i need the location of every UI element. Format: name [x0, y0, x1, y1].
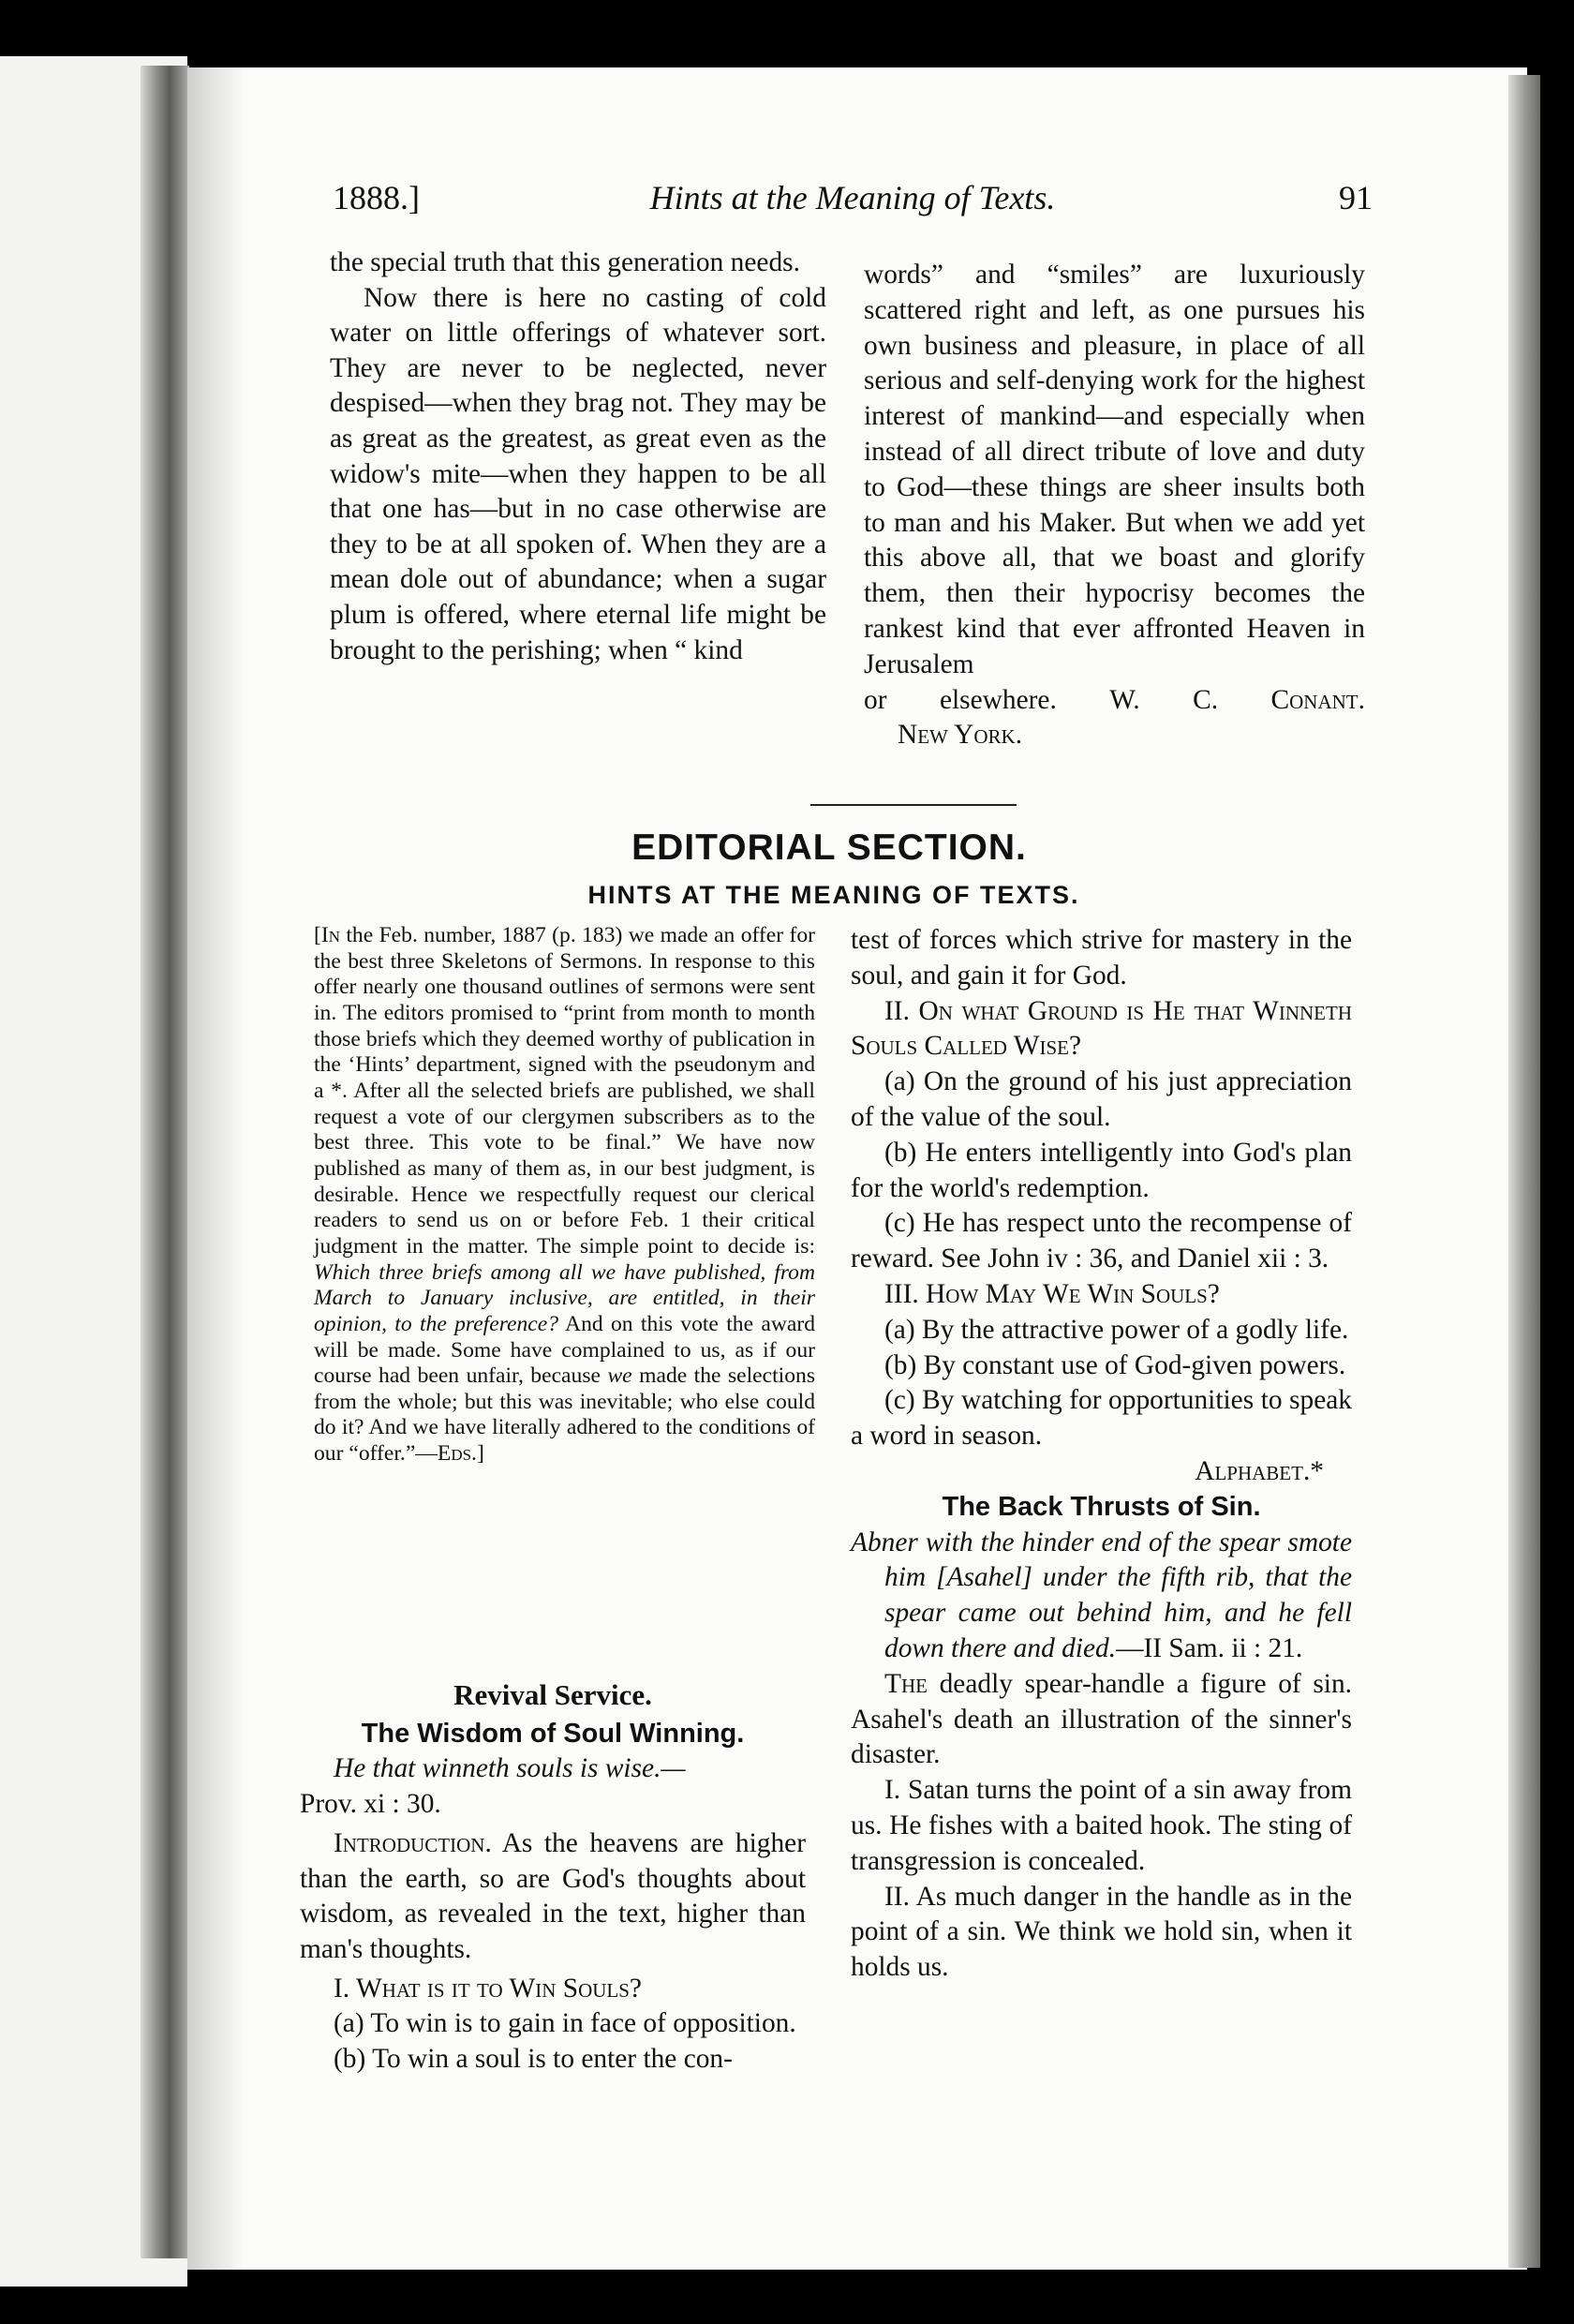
author-signature: W. C. Conant.	[1109, 684, 1365, 715]
header-year: 1888.]	[333, 179, 420, 216]
signature-line	[864, 683, 1365, 719]
sermon-signature: Alphabet.*	[1195, 1455, 1324, 1486]
outline-point: II. As much danger in the handle as in the point of a sin. We think we hold sin, when it holds us.	[851, 1881, 1352, 1983]
paragraph: words” and “smiles” are luxuriously scattered right and left, as one pursues his own business and pleasure, in place of all serious and self-denying work for the highest interest of mankind—and especially when instead of all direct tribute of love and duty to God—these things are sheer insults both to man and his Maker. But when we add yet this above all, that we boast and glorify them, then their hypocrisy becomes the rankest kind that ever affronted Heaven in Jerusalem	[864, 260, 1365, 679]
running-header	[333, 178, 1373, 231]
intro-label: Introduction.	[334, 1827, 492, 1858]
section-heading: EDITORIAL SECTION.	[631, 827, 1027, 868]
outline-heading: I. What is it to Win Souls?	[334, 1973, 642, 2004]
outline-point: (a) By the attractive power of a godly life.	[884, 1314, 1349, 1345]
editorial-notice	[314, 923, 815, 1467]
outline-point: (a) To win is to gain in face of opposition.	[334, 2008, 796, 2039]
notice-question: Which three briefs among all we have published, from March to January inclusive, are entitled, in their opinion, to the preference?	[314, 1259, 815, 1336]
sermon-text: He that winneth souls is wise.—	[334, 1753, 686, 1784]
page-number: 91	[1339, 179, 1373, 216]
outline-point: (c) He has respect unto the recompense of reward. See John iv : 36, and Daniel xii : 3.	[851, 1208, 1352, 1274]
outline-point: (b) By constant use of God-given powers.	[884, 1349, 1346, 1380]
intro-lead: The	[884, 1668, 928, 1699]
paragraph: Now there is here no casting of cold water on little offerings of whatever sort. They are never to be neglected, never despised—when they brag not. They may be as great as the greatest, as great even as the widow's mite—when they happen to be all that one has—but in no case otherwise are they to be at all spoken of. When they are a mean dole out of abundance; when a sugar plum is offered, where eternal life might be brought to the perishing; when “ kind	[330, 282, 826, 665]
sermon-right-column	[851, 923, 1352, 1986]
intro-text: As the heavens are higher than the earth, so are God's thoughts about wisdom, as revealed in the text, higher than man's thoughts.	[300, 1827, 806, 1964]
section-divider	[810, 804, 1017, 806]
top-left-column	[330, 246, 826, 668]
service-heading: Revival Service.	[453, 1678, 652, 1711]
right-page-edge	[1508, 75, 1540, 2268]
notice-text: And on this vote the award will be made. Some have complained to us, as if our course had been unfair, because	[314, 1311, 815, 1389]
paragraph-continued: test of forces which strive for mastery in the soul, and gain it for God.	[851, 925, 1352, 991]
notice-lead: [In	[314, 923, 340, 947]
intro-text: deadly spear-handle a figure of sin. Asahel's death an illustration of the sinner's disaster.	[851, 1668, 1352, 1770]
paragraph: the special truth that this generation needs.	[330, 247, 800, 277]
section-subheading: HINTS AT THE MEANING OF TEXTS.	[587, 881, 1080, 909]
notice-text: made the selections from the whole; but this was inevitable; who else could do it? And we have literally adhered to the conditions of our “offer.”—	[314, 1363, 815, 1467]
outline-point: (c) By watching for opportunities to speak a word in season.	[851, 1385, 1352, 1452]
sermon-title: The Wisdom of Soul Winning.	[361, 1718, 745, 1749]
scripture-reference: —II Sam. ii : 21.	[1116, 1632, 1303, 1663]
top-right-column	[864, 258, 1365, 753]
outline-point: (a) On the ground of his just appreciation of the value of the soul.	[851, 1066, 1352, 1132]
notice-text: the Feb. number, 1887 (p. 183) we made an offer for the best three Skeletons of Sermons. In response to this offer nearly one thousand outlines of sermons were sent in. The editors promised to “print from month to month those briefs which they deemed worthy of publication in the ‘Hints’ department, signed with the pseudonym and a *. After all the selected briefs are published, we shall request a vote of our clergymen subscribers as to the best three. This vote to be final.” We have now published as many of them as, in our best judgment, is desirable. Hence we respectfully request our clerical readers to send us on or before Feb. 1 their critical judgment in the matter. The simple point to decide is:	[314, 923, 815, 1259]
author-place: New York.	[898, 720, 1023, 751]
book-spine	[141, 66, 189, 2258]
sermon-left-column	[300, 1677, 806, 2078]
notice-signature: Eds.]	[437, 1441, 484, 1467]
closing-text: or elsewhere.	[864, 684, 1057, 715]
sermon-text: Abner with the hinder end of the spear smote him [Asahel] under the fifth rib, that the spear came out behind him, and he fell down there and died.	[851, 1527, 1352, 1663]
running-title: Hints at the Meaning of Texts.	[649, 179, 1056, 216]
outline-point: I. Satan turns the point of a sin away from us. He fishes with a baited hook. The sting of transgression is concealed.	[851, 1775, 1352, 1876]
sermon-title: The Back Thrusts of Sin.	[942, 1491, 1261, 1522]
outline-point: (b) To win a soul is to enter the con-	[334, 2044, 733, 2075]
scripture-reference: Prov. xi : 30.	[300, 1789, 441, 1820]
outline-heading: II. On what Ground is He that Winneth Souls Called Wise?	[851, 995, 1352, 1062]
outline-heading: III. How May We Win Souls?	[884, 1278, 1220, 1309]
notice-emphasis: we	[607, 1363, 632, 1389]
outline-point: (b) He enters intelligently into God's plan for the world's redemption.	[851, 1137, 1352, 1203]
